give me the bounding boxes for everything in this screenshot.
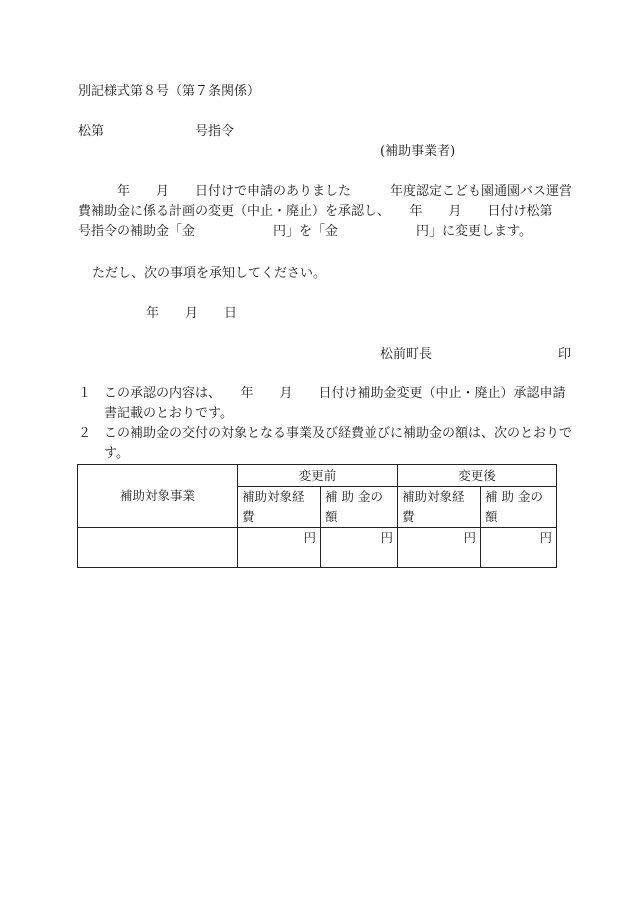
before-amount-header: 補 助 金の額 bbox=[321, 487, 398, 528]
project-cell bbox=[78, 528, 238, 568]
before-expense-header: 補助対象経費 bbox=[238, 487, 321, 528]
item-2-number: ２ bbox=[78, 426, 92, 441]
form-id: 別記様式第８号（第７条関係） bbox=[78, 84, 261, 99]
row-header-cell: 補助対象事業 bbox=[78, 465, 238, 528]
item-1-number: １ bbox=[78, 386, 92, 401]
before-header: 変更前 bbox=[238, 465, 398, 487]
recipient-label: (補助事業者) bbox=[380, 144, 456, 159]
after-amount-cell: 円 bbox=[481, 528, 557, 568]
before-amount-cell: 円 bbox=[321, 528, 398, 568]
after-amount-header: 補 助 金の額 bbox=[481, 487, 557, 528]
body-paragraph: 年 月 日付けで申請のありました 年度認定こども園通園バス運営費補助金に係る計画の変更（中止・廃止）を承認し、 年 月 日付け松第 号指令の補助金「金 円」を「金 円」に変更します。 bbox=[78, 184, 579, 239]
issue-date: 年 月 日 bbox=[146, 306, 238, 321]
document-number: 松第 号指令 bbox=[78, 124, 235, 139]
issuer-name: 松前町長 bbox=[380, 347, 433, 362]
seal-mark: 印 bbox=[558, 347, 572, 362]
before-expense-cell: 円 bbox=[238, 528, 321, 568]
item-1-text: この承認の内容は、 年 月 日付け補助金変更（中止・廃止）承認申請書記載のとおりです。 bbox=[104, 386, 566, 421]
note-text: ただし、次の事項を承知してください。 bbox=[92, 266, 327, 281]
subsidy-table bbox=[77, 464, 557, 568]
after-expense-header: 補助対象経費 bbox=[398, 487, 481, 528]
after-header: 変更後 bbox=[398, 465, 557, 487]
after-expense-cell: 円 bbox=[398, 528, 481, 568]
item-2-text: この補助金の交付の対象となる事業及び経費並びに補助金の額は、次のとおりです。 bbox=[104, 426, 573, 461]
